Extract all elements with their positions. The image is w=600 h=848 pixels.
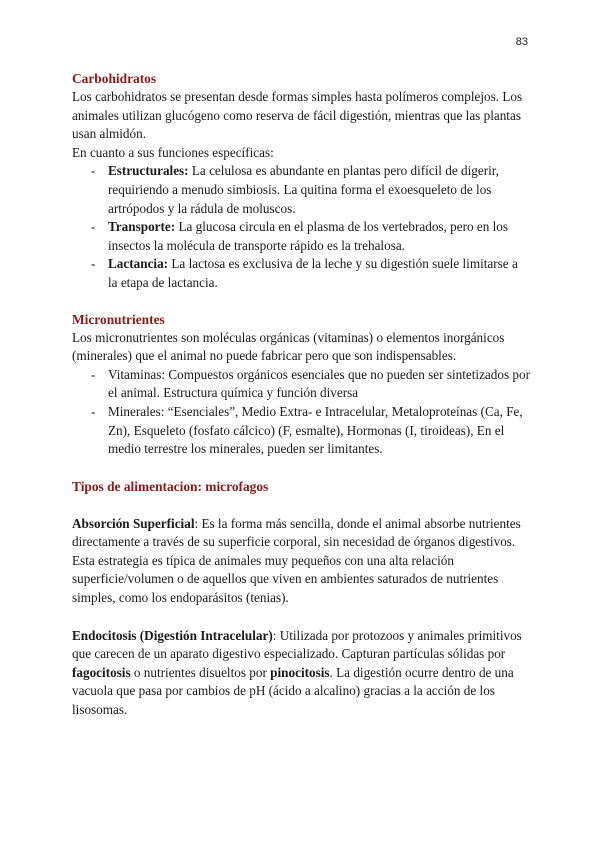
section-carbohidratos xyxy=(72,70,530,293)
page-number: 83 xyxy=(515,36,528,48)
page-content xyxy=(72,70,530,720)
heading-carbohidratos: Carbohidratos xyxy=(72,71,157,86)
list-dash: - xyxy=(91,366,96,382)
spacer xyxy=(72,459,530,478)
heading-tipos-alimentacion: Tipos de alimentacion: microfagos xyxy=(72,478,269,494)
term-absorcion: Absorción Superficial xyxy=(72,515,195,531)
term-fagocitosis: fagocitosis xyxy=(72,664,131,680)
list-item-vitaminas xyxy=(72,366,530,403)
text-endocitosis-3: . La digestión ocurre dentro de una vacuola que pasa por cambios de pH (ácido a alcalino) gracias a la acción de los lisosomas. xyxy=(72,664,514,718)
text-minerales: Minerales: “Esenciales”, Medio Extra- e Intracelular, Metaloproteínas (Ca, Fe, Zn), Esqueleto (fosfato cálcico) (F, esmalte), Hormonas (I, tiroideas), En el medio terrestre los minerales, pueden ser limitantes. xyxy=(108,403,523,457)
section-tipos-alimentacion xyxy=(72,478,530,496)
spacer xyxy=(72,608,530,627)
text-endocitosis-1: : Utilizada por protozoos y animales primitivos que carecen de un aparato digestivo especializado. Capturan partículas sólidas por xyxy=(72,627,522,662)
paragraph-absorcion xyxy=(72,515,530,608)
list-item-estructurales xyxy=(72,162,530,218)
text-estructurales: La celulosa es abundante en plantas pero difícil de digerir, requiriendo a menudo simbiosis. La quitina forma el exoesqueleto de los artrópodos y la rádula de moluscos. xyxy=(108,163,499,216)
text-absorcion: : Es la forma más sencilla, donde el animal absorbe nutrientes directamente a través de su superficie corporal, sin necesidad de órganos digestivos. Esta estrategia es típica de animales muy pequeños con una alta relación superficie/volumen o de aquellos que viven en ambientes saturados de nutrientes simples, como los endoparásitos (tenias). xyxy=(72,515,521,606)
term-transporte: Transporte: xyxy=(108,219,176,235)
paragraph-endocitosis xyxy=(72,627,530,720)
carbohidratos-intro: Los carbohidratos se presentan desde formas simples hasta polímeros complejos. Los animales utilizan glucógeno como reserva de fácil digestión, mientras que las plantas usan almidón. xyxy=(72,89,523,142)
list-item-lactancia xyxy=(72,255,530,292)
list-item-minerales xyxy=(72,403,530,459)
list-dash: - xyxy=(91,219,96,235)
spacer xyxy=(72,293,530,311)
text-lactancia: La lactosa es exclusiva de la leche y su digestión suele limitarse a la etapa de lactancia. xyxy=(108,256,518,290)
carbohidratos-funciones-lead: En cuanto a sus funciones específicas: xyxy=(72,144,274,160)
term-estructurales: Estructurales: xyxy=(108,163,189,179)
term-pinocitosis: pinocitosis xyxy=(270,664,330,680)
list-dash: - xyxy=(91,163,96,179)
term-lactancia: Lactancia: xyxy=(108,256,169,272)
text-endocitosis-2: o nutrientes disueltos por xyxy=(130,664,271,680)
list-dash: - xyxy=(91,256,96,272)
text-vitaminas: Vitaminas: Compuestos orgánicos esenciales que no pueden ser sintetizados por el animal. Estructura química y función diversa xyxy=(108,366,530,401)
text-transporte: La glucosa circula en el plasma de los vertebrados, pero en los insectos la molécula de transporte rápido es la trehalosa. xyxy=(108,219,509,253)
list-item-transporte xyxy=(72,218,530,255)
carbohidratos-list xyxy=(72,162,530,292)
section-micronutrientes xyxy=(72,311,530,459)
list-dash: - xyxy=(91,403,96,419)
term-endocitosis: Endocitosis (Digestión Intracelular) xyxy=(72,627,273,643)
spacer xyxy=(72,496,530,515)
heading-micronutrientes: Micronutrientes xyxy=(72,311,165,327)
micronutrientes-list xyxy=(72,366,530,459)
micronutrientes-intro: Los micronutrientes son moléculas orgánicas (vitaminas) o elementos inorgánicos (minerales) que el animal no puede fabricar pero que son indispensables. xyxy=(72,329,505,364)
